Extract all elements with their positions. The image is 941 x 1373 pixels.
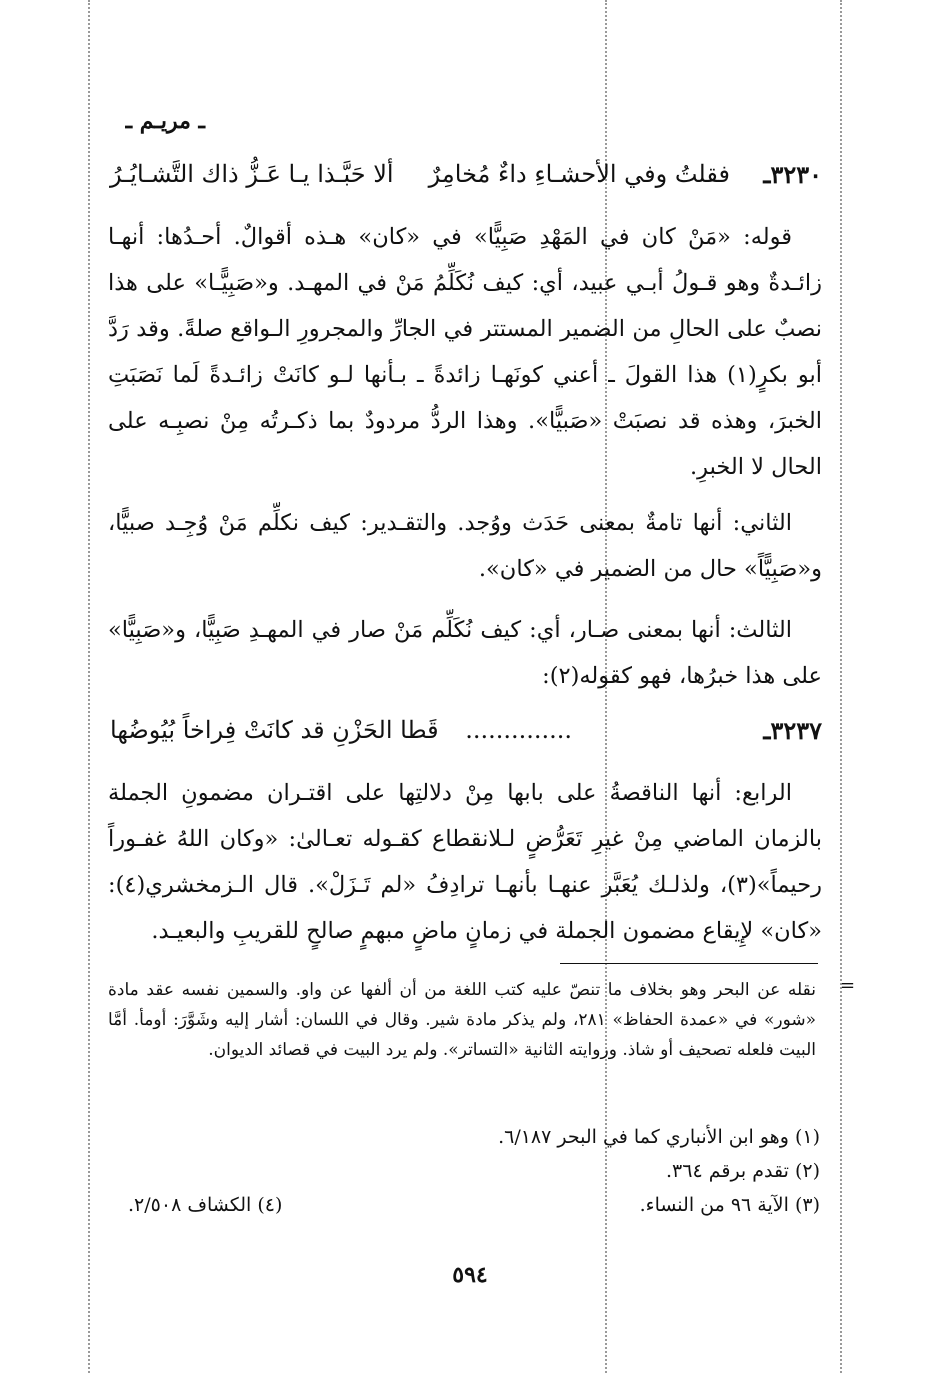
- footnote-text: وهو ابن الأنباري كما في البحر ٦/١٨٧.: [498, 1126, 789, 1148]
- verse-ellipsis: ..............: [465, 716, 572, 744]
- verse-3237: [110, 716, 822, 756]
- paragraph-text: الثاني: أنها تامةٌ بمعنى حَدَث ووُجد. والتقـدير: كيف نكلِّم مَنْ وُجِـد صبيًّا، و«صَبِيًّاً» حال من الضمير في «كان».: [108, 510, 822, 582]
- footnote-text: الآية ٩٦ من النساء.: [639, 1194, 789, 1216]
- footnote-text: الكشاف ٢/٥٠٨.: [128, 1194, 252, 1216]
- paragraph-first-opinion: [108, 214, 822, 490]
- verse-number: ٣٢٣٧ـ: [763, 716, 822, 745]
- paragraph-text: الرابع: أنها الناقصةُ على بابها مِنْ دلالتِها على اقتـران مضمونِ الجملة بالزمان الماضي مِنْ غيرِ تَعَرُّضٍ لـلانقطاع كقـوله تعـالىٰ: «وكان اللهُ غفـوراً رحيماً»(٣)، ولذلـك يُعَبَّر عنهـا بأنهـا ترادِفُ «لم تَـزَلْ». قال الـزمخشري(٤): «كان» لإِيقاع مضمون الجملة في زمانٍ ماضٍ مبهمٍ صالحٍ للقريبِ والبعيـد.: [108, 780, 822, 944]
- dotted-guide-line: [88, 0, 90, 1373]
- verse-second-hemistich: قَطا الحَزْنِ قد كانَتْ فِراخاً بُيُوضُها: [110, 716, 439, 744]
- paragraph-text: قوله: «مَنْ كان في المَهْدِ صَبِيًّا» في «كان» هـذه أقوالٌ. أحـدُها: أنهـا زائـدةٌ وهو قـولُ أبـي عبيد، أي: كيف نُكَلِّمُ مَنْ في المهـد. و«صَبِيًّـا» على هذا نصبٌ على الحالِ من الضمير المستتر في الجارِّ والمجرورِ الـواقع صلةً. وقد رَدَّ أبو بكرٍ(١) هذا القولَ ـ أعني كونَهـا زائدةً ـ بـأنها لـو كانَتْ زائـدةً لَما نَصَبَتِ الخبرَ، وهذه قد نصبَتْ «صَبيًّا». وهذا الردُّ مردودٌ بما ذكـرتُه مِنْ نصبِـه على الحال لا الخبرِ.: [108, 224, 823, 480]
- footnote-number: (١): [794, 1126, 820, 1148]
- footnotes: [108, 1120, 820, 1230]
- paragraph-text: الثالث: أنها بمعنى صـار، أي: كيف نُكَلِّم مَنْ صار في المهـدِ صَبِيًّا، و«صَبِيًّا» على هذا خبرُها، فهو كقوله(٢):: [108, 617, 822, 689]
- footnote-number: (٣): [794, 1194, 820, 1216]
- footnote-1: [498, 1120, 820, 1154]
- footnote-separator: [560, 963, 818, 964]
- footnote-4: [128, 1188, 282, 1222]
- dotted-guide-line: [840, 0, 842, 1373]
- verse-number: ٣٢٣٠ـ: [763, 160, 822, 189]
- footnote-text: تقدم برقم ٣٦٤.: [666, 1160, 789, 1182]
- footnote-continuation: نقله عن البحر وهو بخلاف ما تنصّ عليه كتب اللغة من أن ألفها عن واو. والسمين نفسه عقد مادة «شور» في «عمدة الحفاظ» ٢٨١، ولم يذكر مادة شير. وقال في اللسان: أشار إليه وشَوَّرَ: أومأ. أمَّا البيت فلعله تصحيف أو شاذ. وروايته الثانية «التساتر». ولم يرد البيت في قصائد الديوان.: [108, 980, 816, 1060]
- paragraph-second-opinion: [108, 500, 822, 592]
- verse-second-hemistich: ألا حَبَّـذا يـا عَـزُّ ذاك التَّشـايُـرُ: [110, 160, 394, 188]
- verse-first-hemistich: فقلتُ وفي الأحشـاءِ داءٌ مُخامِرٌ: [428, 160, 730, 188]
- page-number: ٥٩٤: [452, 1262, 488, 1288]
- paragraph-fourth-opinion: [108, 770, 822, 954]
- paragraph-third-opinion: [108, 607, 822, 699]
- footnote-2: [666, 1154, 820, 1188]
- footnote-3: [640, 1188, 820, 1222]
- footnote-number: (٢): [794, 1160, 820, 1182]
- footnote-continuation-mark: =: [840, 975, 856, 996]
- running-header: ـ مريـم ـ: [125, 108, 205, 134]
- verse-3230: [110, 160, 822, 200]
- footnote-number: (٤): [257, 1194, 283, 1216]
